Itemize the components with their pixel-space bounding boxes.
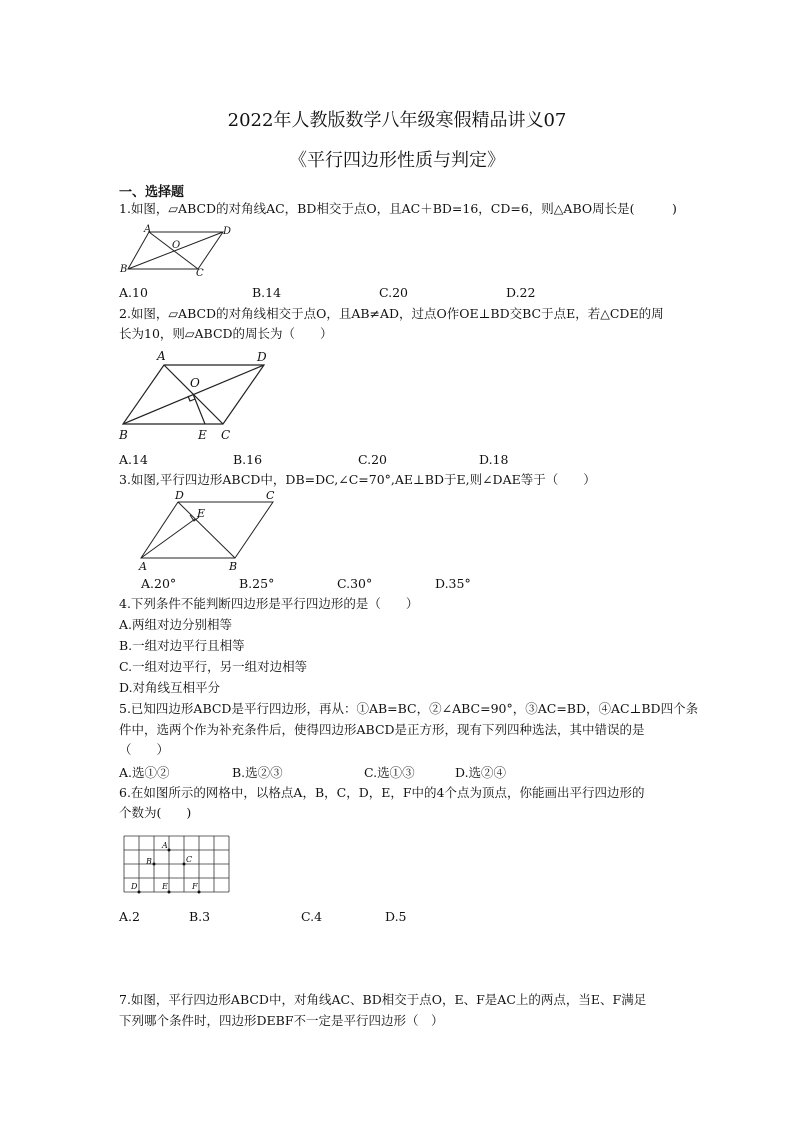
q6-label-d: D — [131, 882, 138, 891]
q2-option-b: B.16 — [233, 452, 263, 467]
q6-point-a — [168, 849, 171, 852]
q1-option-d: D.22 — [506, 285, 536, 300]
q4-option-c: C.一组对边平行，另一组对边相等 — [119, 659, 308, 674]
q6-option-b: B.3 — [189, 909, 211, 924]
q1-label-d: D — [223, 226, 232, 237]
q3-diagonal-db — [178, 502, 235, 558]
q7-stem-line1: 7.如图，平行四边形ABCD中，对角线AC、BD相交于点O，E、F是AC上的两点，当E、F满足 — [119, 992, 647, 1007]
q3-label-c: C — [266, 489, 275, 502]
q6-grid-lines — [124, 836, 229, 892]
q7-stem-line2: 下列哪个条件时，四边形DEBF不一定是平行四边形（ ） — [119, 1013, 444, 1028]
q6-stem-line2: 个数为( ) — [119, 805, 192, 820]
q3-label-e: E — [197, 507, 206, 520]
q1-option-c: C.20 — [379, 285, 408, 300]
q3-figure — [135, 490, 285, 572]
q6-label-f: F — [192, 882, 198, 891]
q1-option-b: B.14 — [252, 285, 282, 300]
q2-label-b: B — [119, 428, 128, 442]
q6-point-f — [198, 891, 201, 894]
q3-option-c: C.30° — [337, 576, 373, 591]
q6-grid-figure — [121, 830, 233, 896]
q4-option-b: B.一组对边平行且相等 — [119, 638, 245, 653]
q1-label-c: C — [196, 268, 204, 279]
q3-label-d: D — [175, 489, 184, 502]
q2-segment-oe — [193, 394, 205, 424]
q3-option-a: A.20° — [141, 576, 177, 591]
q2-label-o: O — [190, 376, 200, 390]
q3-option-d: D.35° — [435, 576, 471, 591]
q6-point-e — [168, 891, 171, 894]
q5-option-a: A.选①② — [119, 765, 170, 780]
q6-label-e: E — [162, 882, 168, 891]
q1-stem: 1.如图，▱ABCD的对角线AC，BD相交于点O，且AC＋BD=16，CD=6，则△ABO周长是( ) — [119, 201, 677, 216]
q2-option-a: A.14 — [119, 452, 148, 467]
q6-point-d — [138, 891, 141, 894]
q5-option-c: C.选①③ — [364, 765, 415, 780]
q6-option-a: A.2 — [119, 909, 140, 924]
q6-option-d: D.5 — [385, 909, 407, 924]
q1-figure — [119, 222, 232, 279]
q5-stem-line1: 5.已知四边形ABCD是平行四边形，再从：①AB=BC，②∠ABC=90°，③AC=BD，④AC⊥BD四个条 — [119, 701, 699, 716]
q1-option-a: A.10 — [119, 285, 148, 300]
q3-label-a: A — [139, 560, 147, 573]
document-title: 2022年人教版数学八年级寒假精品讲义07 — [227, 110, 567, 131]
q3-option-b: B.25° — [239, 576, 275, 591]
q2-label-a: A — [157, 349, 166, 363]
q6-option-c: C.4 — [301, 909, 323, 924]
q4-option-a: A.两组对边分别相等 — [119, 617, 233, 632]
q3-stem: 3.如图,平行四边形ABCD中，DB=DC,∠C=70°,AE⊥BD于E,则∠DAE等于（ ） — [119, 472, 596, 487]
q2-label-c: C — [221, 428, 231, 442]
q5-option-d: D.选②④ — [455, 765, 507, 780]
q3-segment-ae — [141, 519, 195, 558]
q4-stem: 4.下列条件不能判断四边形是平行四边形的是（ ） — [119, 596, 419, 611]
section-heading: 一、选择题 — [119, 185, 185, 200]
q2-label-e: E — [198, 428, 207, 442]
q2-figure — [117, 347, 277, 445]
q1-label-a: A — [144, 224, 152, 235]
document-subtitle: 《平行四边形性质与判定》 — [289, 150, 505, 171]
q6-stem-line1: 6.在如图所示的网格中，以格点A，B，C，D，E，F中的4个点为顶点，你能画出平行四边形的 — [119, 785, 645, 800]
q1-label-o: O — [172, 240, 181, 251]
q5-stem-line2: 件中，选两个作为补充条件后，使得四边形ABCD是正方形，现有下列四种选法，其中错误的是 — [119, 722, 645, 737]
q4-option-d: D.对角线互相平分 — [119, 680, 221, 695]
q2-option-d: D.18 — [479, 452, 509, 467]
q2-stem-line1: 2.如图，▱ABCD的对角线相交于点O，且AB≠AD，过点O作OE⊥BD交BC于点E，若△CDE的周 — [119, 306, 664, 321]
q2-option-c: C.20 — [358, 452, 387, 467]
q2-label-d: D — [257, 350, 267, 364]
q6-label-b: B — [146, 857, 152, 866]
q2-stem-line2: 长为10，则▱ABCD的周长为（ ） — [119, 326, 333, 341]
q6-point-b — [153, 863, 156, 866]
q6-label-a: A — [162, 841, 168, 850]
q1-label-b: B — [120, 264, 128, 275]
q5-option-b: B.选②③ — [232, 765, 283, 780]
q6-label-c: C — [186, 855, 193, 864]
q5-stem-line3: （ ） — [119, 742, 170, 757]
q3-label-b: B — [229, 560, 238, 573]
